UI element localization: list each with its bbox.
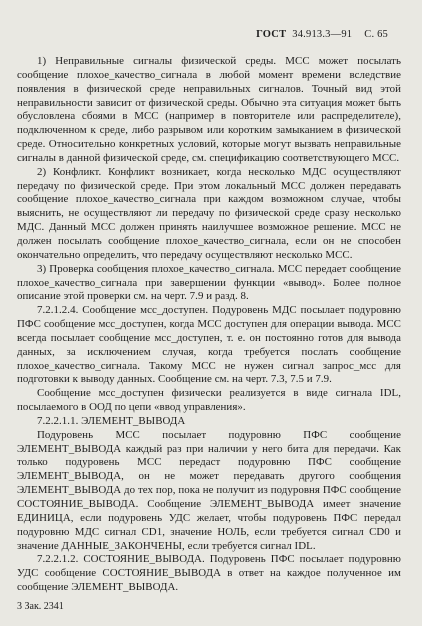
page-footer: 3 Зак. 2341 [17, 601, 64, 612]
paragraph-mss-available: 7.2.1.2.4. Сообщение мсс_доступен. Подуровень МДС посылает подуровню ПФС сообщение мсс_доступен, когда МСС доступен для операции вывода. МСС всегда посылает сообщение мсс_доступен, т. е. он постоянно готов для вывода данных, за исключением случая, когда требуется послать сообщение плохое_качество_сигнала. Такому МСС не нужен сигнал запрос_мсс для подготовки к выводу данных. Сообщение см. на черт. 7.3, 7.5 и 7.9. [17, 304, 401, 386]
paragraph-output-element: Подуровень МСС посылает подуровню ПФС сообщение ЭЛЕМЕНТ_ВЫВОДА каждый раз при наличии у него бита для передачи. Как только подуровень МСС передаст подуровню ПФС сообщение ЭЛЕМЕНТ_ВЫВОДА, он не может передавать другого сообщения ЭЛЕМЕНТ_ВЫВОДА до тех пор, пока не получит из подуровня ПФС сообщение СОСТОЯНИЕ_ВЫВОДА. Сообщение ЭЛЕМЕНТ_ВЫВОДА имеет значение ЕДИНИЦА, если подуровень УДС желает, чтобы подуровень ПФС передал подуровню МДС сигнал CD1, значение НОЛЬ, если требуется сигнал CD0 и значение ДАННЫЕ_ЗАКОНЧЕНЫ, если требуется сигнал IDL. [17, 428, 401, 552]
paragraph-signal-check: 3) Проверка сообщения плохое_качество_сигнала. МСС передает сообщение плохое_качество_сигнала при завершении функции «вывод». Более полное описание этой проверки см. на черт. 7.9 и разд. 8. [17, 262, 401, 303]
paragraph-bad-signals: 1) Неправильные сигналы физической среды. МСС может посылать сообщение плохое_качество_сигнала в любой момент времени вследствие появления в физической среде неправильных сигналов. Точный вид этой неправильности зависит от физической среды. Обычно эта ситуация может быть обусловлена сбоями в МСС (например в повторителе или распределителе), подключенном к среде, либо разрывом или коротким замыканием в физической среде. Относительно конкретных условий, которые могут вызвать неправильные сигналы в данной физической среде, см. спецификацию соответствующего МСС. [17, 55, 401, 164]
paragraph-conflict: 2) Конфликт. Конфликт возникает, когда несколько МДС осуществляют передачу по физической среде. При этом локальный МСС должен передавать сообщение плохое_качество_сигнала при каждом возможном случае, чтобы выяснить, не осуществляют ли передачу по физической среде сразу несколько МДС. Данный МСС должен принять наилучшее возможное решение. МСС не должен посылать сообщение плохое_качество_сигнала, если он не способен окончательно определить, что передачу осуществляют несколько МСС. [17, 165, 401, 261]
page-number: С. 65 [364, 29, 388, 40]
standard-number: 34.913.3—91 [292, 29, 353, 40]
page-header [256, 29, 388, 40]
standard-label: ГОСТ [256, 29, 287, 40]
paragraph-output-state: 7.2.2.1.2. СОСТОЯНИЕ_ВЫВОДА. Подуровень ПФС посылает подуровню УДС сообщение СОСТОЯНИЕ_ВЫВОДА в ответ на каждое полученное им сообщение ЭЛЕМЕНТ_ВЫВОДА. [17, 553, 401, 594]
paragraph-idl-signal: Сообщение мсс_доступен физически реализуется в виде сигнала IDL, посылаемого в ООД по цепи «ввод управления». [17, 387, 401, 414]
document-body [17, 55, 401, 595]
section-heading-output-element: 7.2.2.1.1. ЭЛЕМЕНТ_ВЫВОДА [37, 414, 186, 427]
